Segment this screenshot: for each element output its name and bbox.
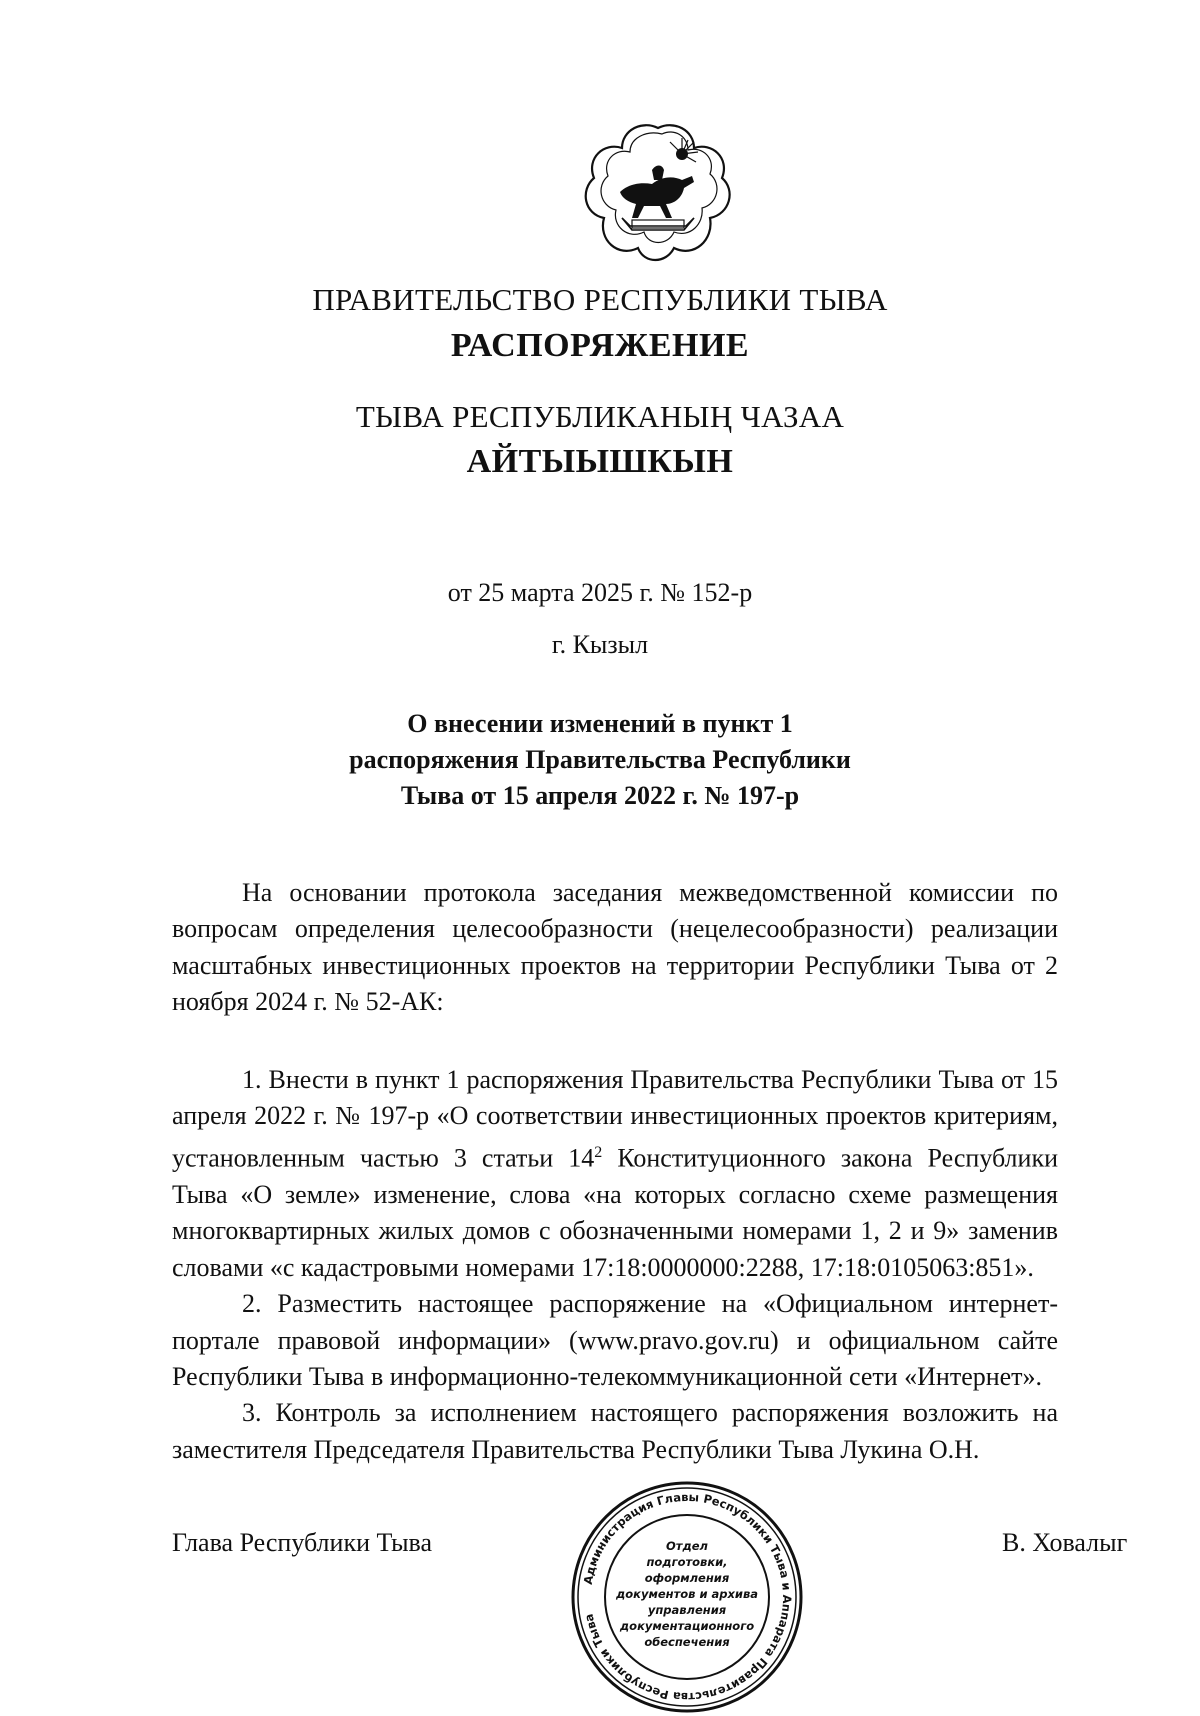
stamp-line-6: документационного [619, 1619, 755, 1633]
stamp-ring-text: Администрация Главы Республики Тыва и Аппарата Правительства Республики Тыва [580, 1489, 795, 1705]
stamp-line-2: подготовки, [646, 1555, 728, 1569]
item-1-text-b: Конституционного закона Республики Тыва «О земле» изменение, слова «на которых согласно схеме размещения многоквартирных жилых домов с обозначенными номерами 1, 2 и 9» заменив словами «с кадастровыми номерами 17:18:0000000:2288, 17:18:0105063:851». [172, 1143, 1058, 1282]
stamp-line-1: Отдел [666, 1539, 708, 1553]
stamp-line-4: документов и архива [615, 1587, 759, 1601]
document-type-ru: РАСПОРЯЖЕНИЕ [450, 327, 750, 364]
item-1-superscript: 2 [594, 1143, 603, 1161]
item-1-text-a: 1. Внести в пункт 1 распоряжения Правительства Республики Тыва от 15 апреля 2022 г. № 197-р «О соответствии инвестиционных проектов критериям, установленным частью 3 статьи 14 [172, 1065, 1058, 1173]
document-subject [0, 706, 1200, 814]
tuva-coat-of-arms-icon [582, 118, 734, 268]
basis-paragraph: На основании протокола заседания межведомственной комиссии по вопросам определения целесообразности (нецелесообразности) реализации масштабных инвестиционных проектов на территории Республики Тыва от 2 ноября 2024 г. № 52-АК: [172, 878, 1058, 1017]
stamp-line-5: управления [647, 1603, 727, 1617]
subject-line-3: Тыва от 15 апреля 2022 г. № 197-р [400, 781, 800, 810]
document-basis [172, 875, 1058, 1021]
official-stamp [568, 1478, 806, 1716]
stamp-line-3: оформления [644, 1571, 730, 1585]
document-items [172, 1062, 1058, 1468]
item-2: 2. Разместить настоящее распоряжение на «Официальном интернет-портале правовой информации» (www.pravo.gov.ru) и официальном сайте Республики Тыва в информационно-телекоммуникационной сети «Интернет». [172, 1289, 1058, 1391]
government-title-ru: ПРАВИТЕЛЬСТВО РЕСПУБЛИКИ ТЫВА [312, 282, 888, 317]
subject-line-2: распоряжения Правительства Республики [349, 745, 851, 774]
document-city: г. Кызыл [551, 630, 649, 659]
stamp-line-7: обеспечения [644, 1635, 730, 1649]
item-3: 3. Контроль за исполнением настоящего распоряжения возложить на заместителя Председателя Правительства Республики Тыва Лукина О.Н. [172, 1398, 1058, 1464]
government-title-tyv: ТЫВА РЕСПУБЛИКАНЫҢ ЧАЗАА [355, 399, 845, 434]
signatory-position: Глава Республики Тыва [172, 1528, 433, 1557]
subject-line-1: О внесении изменений в пункт 1 [407, 709, 793, 738]
item-1 [172, 1062, 1058, 1286]
document-type-tyv: АЙТЫЫШКЫН [466, 443, 734, 480]
document-date-number: от 25 марта 2025 г. № 152-р [447, 578, 753, 607]
signatory-name: В. Ховалыг [1002, 1528, 1128, 1557]
